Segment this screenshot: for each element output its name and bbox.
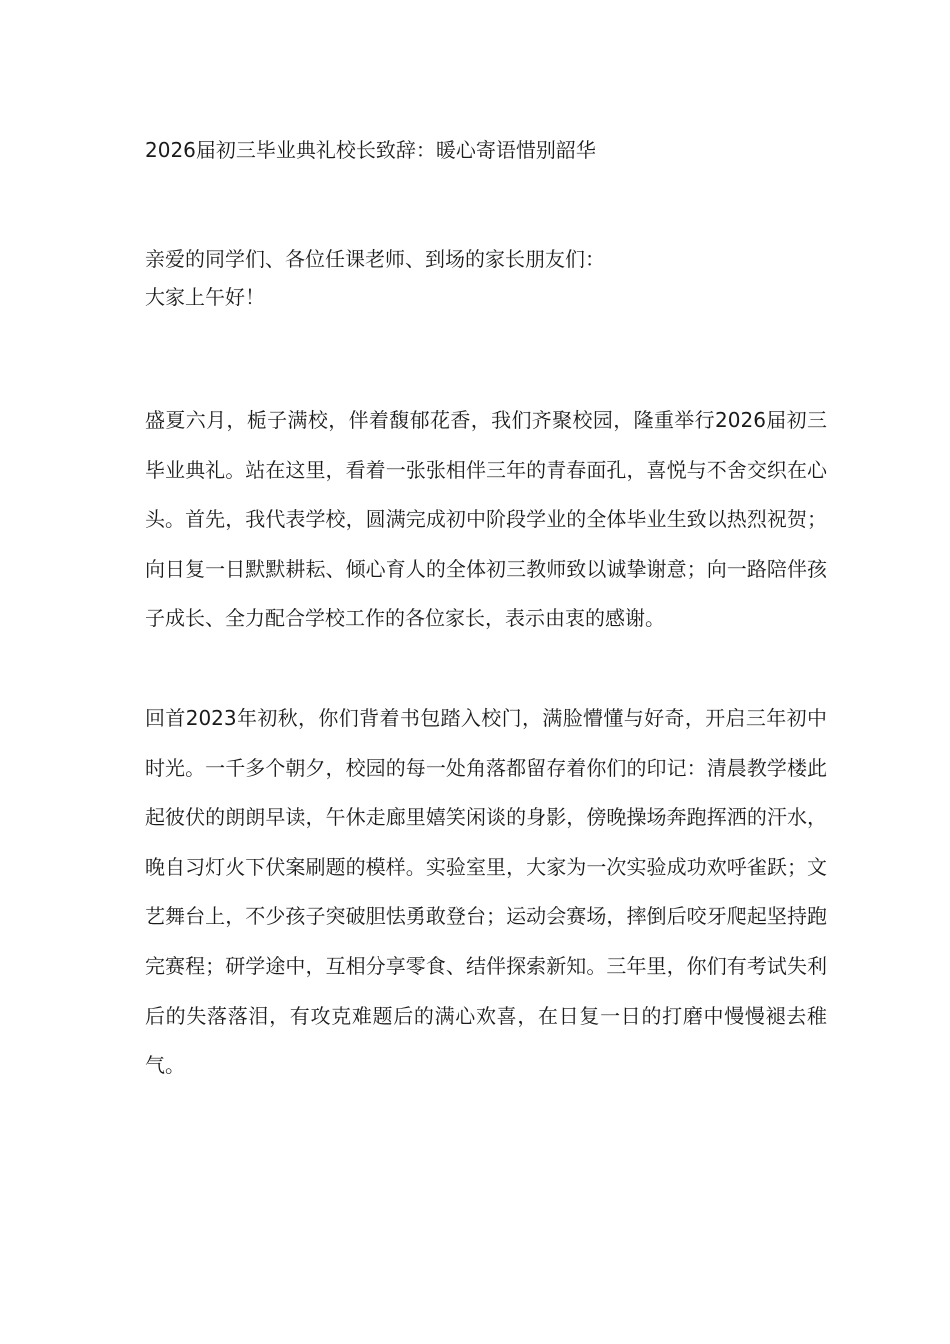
salutation: 亲爱的同学们、各位任课老师、到场的家长朋友们： bbox=[145, 247, 605, 271]
document-body bbox=[145, 132, 827, 1091]
paragraph-2: 回首2023年初秋，你们背着书包踏入校门，满脸懵懂与好奇，开启三年初中时光。一千多个朝夕，校园的每一处角落都留存着你们的印记：清晨教学楼此起彼伏的朗朗早读，午休走廊里嬉笑闲谈的身影，傍晚操场奔跑挥洒的汗水，晚自习灯火下伏案刷题的模样。实验室里，大家为一次实验成功欢呼雀跃；文艺舞台上，不少孩子突破胆怯勇敢登台；运动会赛场，摔倒后咬牙爬起坚持跑完赛程；研学途中，互相分享零食、结伴探索新知。三年里，你们有考试失利后的失落落泪，有攻克难题后的满心欢喜，在日复一日的打磨中慢慢褪去稚气。 bbox=[145, 705, 827, 1078]
opening-block bbox=[145, 240, 827, 316]
paragraph-1: 盛夏六月，栀子满校，伴着馥郁花香，我们齐聚校园，隆重举行2026届初三毕业典礼。站在这里，看着一张张相伴三年的青春面孔，喜悦与不舍交织在心头。首先，我代表学校，圆满完成初中阶段学业的全体毕业生致以热烈祝贺；向日复一日默默耕耘、倾心育人的全体初三教师致以诚挚谢意；向一路陪伴孩子成长、全力配合学校工作的各位家长，表示由衷的感谢。 bbox=[145, 408, 827, 631]
document-title: 2026届初三毕业典礼校长致辞：暖心寄语惜别韶华 bbox=[145, 138, 596, 162]
greeting: 大家上午好！ bbox=[145, 285, 265, 309]
